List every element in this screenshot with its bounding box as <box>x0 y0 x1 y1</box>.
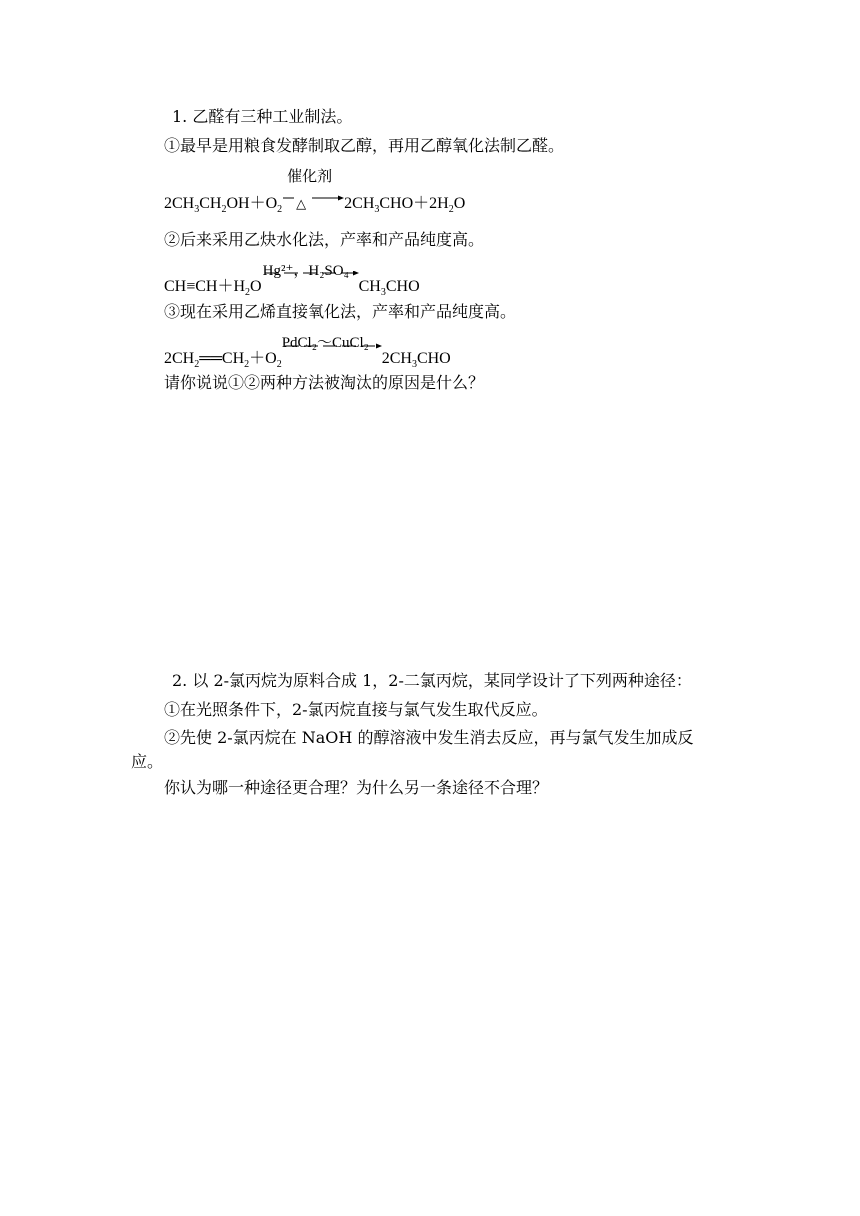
equation-1-condition-above: 催化剂 <box>287 169 333 185</box>
equation-3-products: $2CH_3CHO$ <box>381 350 451 371</box>
equation-1-reactants: $2CH_3CH_2OH+O_2$ <box>164 195 283 216</box>
equation-3-arrow <box>281 335 382 363</box>
equation-1-products: $2CH_3CHO+2H_2O$ <box>344 195 466 216</box>
equation-1 <box>164 169 466 216</box>
method-2-description: ②后来采用乙炔水化法，产率和产品纯度高。 <box>164 230 485 249</box>
equation-2-arrow-icon <box>262 271 359 291</box>
path-1-description: ①在光照条件下，2-氯丙烷直接与氯气发生取代反应。 <box>164 700 548 719</box>
method-3-description: ③现在采用乙烯直接氧化法，产率和产品纯度高。 <box>164 302 517 321</box>
equation-3-arrow-icon <box>282 343 382 363</box>
question-2-title: 2. 以 2-氯丙烷为原料合成 1，2-二氯丙烷，某同学设计了下列两种途径： <box>172 671 692 690</box>
equation-2-condition-above: Hg²⁺，H₂SO₄ <box>262 263 349 279</box>
method-1-description: ①最早是用粮食发酵制取乙醇，再用乙醇氧化法制乙醛。 <box>164 136 565 155</box>
equation-2 <box>164 263 420 299</box>
question-2-prompt: 你认为哪一种途径更合理？为什么另一条途径不合理？ <box>164 778 549 797</box>
equation-3 <box>164 335 451 371</box>
question-1-prompt: 请你说说①②两种方法被淘汰的原因是什么？ <box>164 373 485 392</box>
question-1-title: 1. 乙醛有三种工业制法。 <box>172 107 353 126</box>
equation-1-arrow-icon <box>282 188 344 208</box>
path-2-description-line-2: 应。 <box>131 752 164 771</box>
equation-2-products: $CH_3CHO$ <box>358 278 420 299</box>
path-2-description-line-1: ②先使 2-氯丙烷在 NaOH 的醇溶液中发生消去反应，再与氯气发生加成反 <box>164 728 694 747</box>
equation-1-arrow <box>282 169 344 211</box>
equation-1-condition-below: △ <box>296 196 307 211</box>
equation-3-reactants: $2CH_2══CH_2+O_2$ <box>164 350 282 371</box>
equation-2-arrow <box>262 263 359 291</box>
equation-3-condition-above: PdCl₂～CuCl₂ <box>281 335 369 351</box>
equation-2-reactants: $CH\equiv CH+H_2O$ <box>164 278 262 299</box>
